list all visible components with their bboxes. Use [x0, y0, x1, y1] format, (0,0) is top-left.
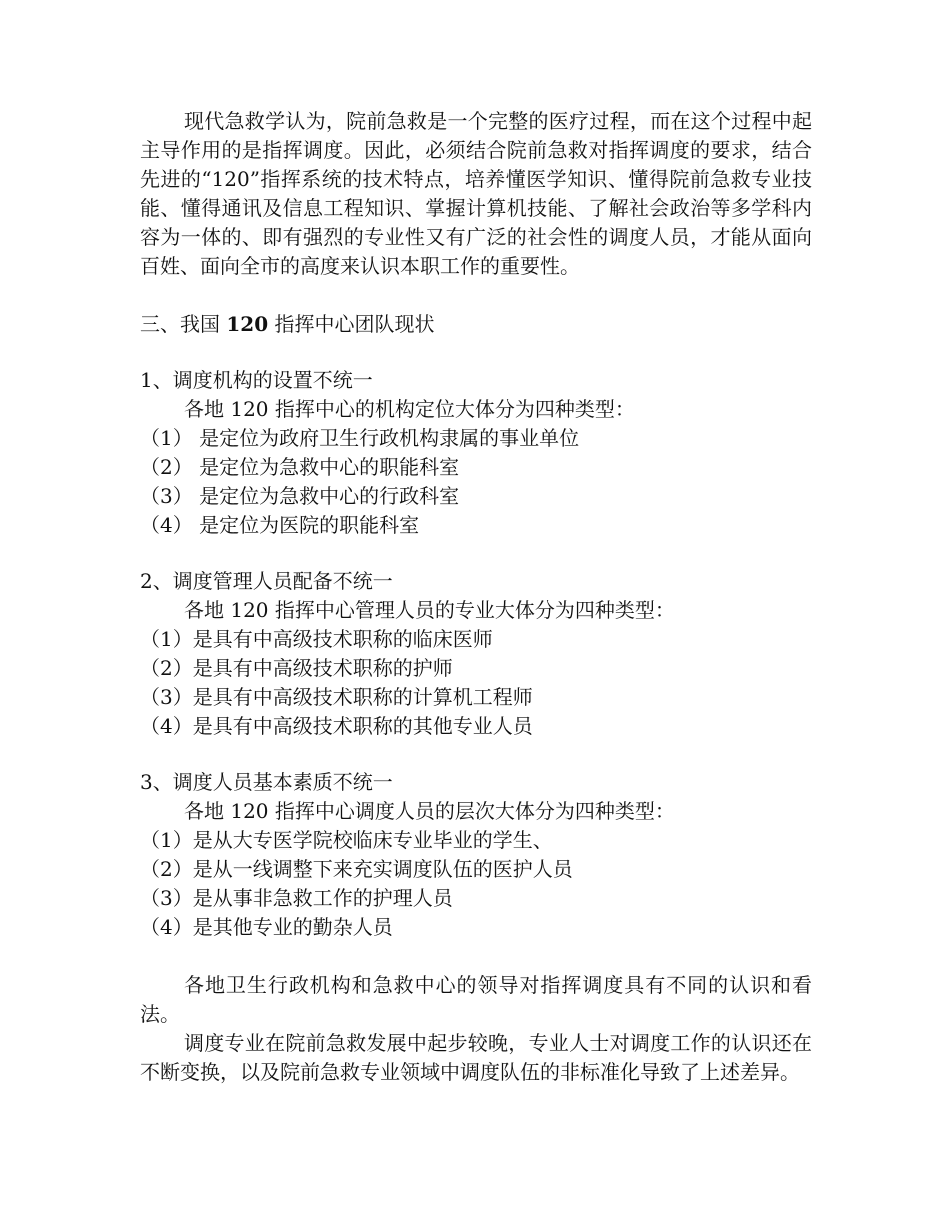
subsection-intro-2: 各地 120 指挥中心管理人员的专业大体分为四种类型： [184, 598, 675, 622]
list-item: （4）是其他专业的勤杂人员 [140, 915, 393, 939]
list-item: （2）是从一线调整下来充实调度队伍的医护人员 [140, 857, 573, 881]
list-item: （4）是具有中高级技术职称的其他专业人员 [140, 714, 533, 738]
paragraph-leaders: 各地卫生行政机构和急救中心的领导对指挥调度具有不同的认识和看法。 [140, 973, 812, 1026]
list-item: （1）是从大专医学院校临床专业毕业的学生、 [140, 828, 553, 852]
paragraph-conclusion: 调度专业在院前急救发展中起步较晚，专业人士对调度工作的认识还在不断变换，以及院前急救专业领域中调度队伍的非标准化导致了上述差异。 [140, 1031, 812, 1084]
list-item: （3）是从事非急救工作的护理人员 [140, 886, 453, 910]
section-heading [140, 310, 812, 339]
subsection-title-2: 2、调度管理人员配备不统一 [140, 569, 393, 593]
subsection-intro-3: 各地 120 指挥中心调度人员的层次大体分为四种类型： [184, 799, 675, 823]
subsection-title-1: 1、调度机构的设置不统一 [140, 368, 373, 392]
subsection-intro-1: 各地 120 指挥中心的机构定位大体分为四种类型： [184, 397, 635, 421]
list-item: （3）是具有中高级技术职称的计算机工程师 [140, 685, 533, 709]
section-heading-prefix: 三、我国 [140, 312, 227, 336]
spacer [140, 540, 812, 567]
spacer [140, 741, 812, 768]
paragraph-intro: 现代急救学认为，院前急救是一个完整的医疗过程，而在这个过程中起主导作用的是指挥调度。因此，必须结合院前急救对指挥调度的要求，结合先进的“120”指挥系统的技术特点，培养懂医学知识、懂得院前急救专业技能、懂得通讯及信息工程知识、掌握计算机技能、了解社会政治等多学科内容为一体的、即有强烈的专业性又有广泛的社会性的调度人员，才能从面向百姓、面向全市的高度来认识本职工作的重要性。 [140, 109, 812, 278]
list-item: （1）是具有中高级技术职称的临床医师 [140, 627, 493, 651]
document-page [140, 107, 812, 1087]
list-item: （2） 是定位为急救中心的职能科室 [140, 455, 460, 479]
subsection-title-3: 3、调度人员基本素质不统一 [140, 770, 393, 794]
section-heading-number: 120 [226, 312, 269, 336]
spacer [140, 281, 812, 310]
list-item: （4） 是定位为医院的职能科室 [140, 513, 420, 537]
list-item: （2）是具有中高级技术职称的护师 [140, 656, 453, 680]
list-item: （3） 是定位为急救中心的行政科室 [140, 484, 460, 508]
list-item: （1） 是定位为政府卫生行政机构隶属的事业单位 [140, 426, 580, 450]
spacer [140, 942, 812, 971]
section-heading-suffix: 指挥中心团队现状 [268, 312, 435, 336]
spacer [140, 339, 812, 366]
